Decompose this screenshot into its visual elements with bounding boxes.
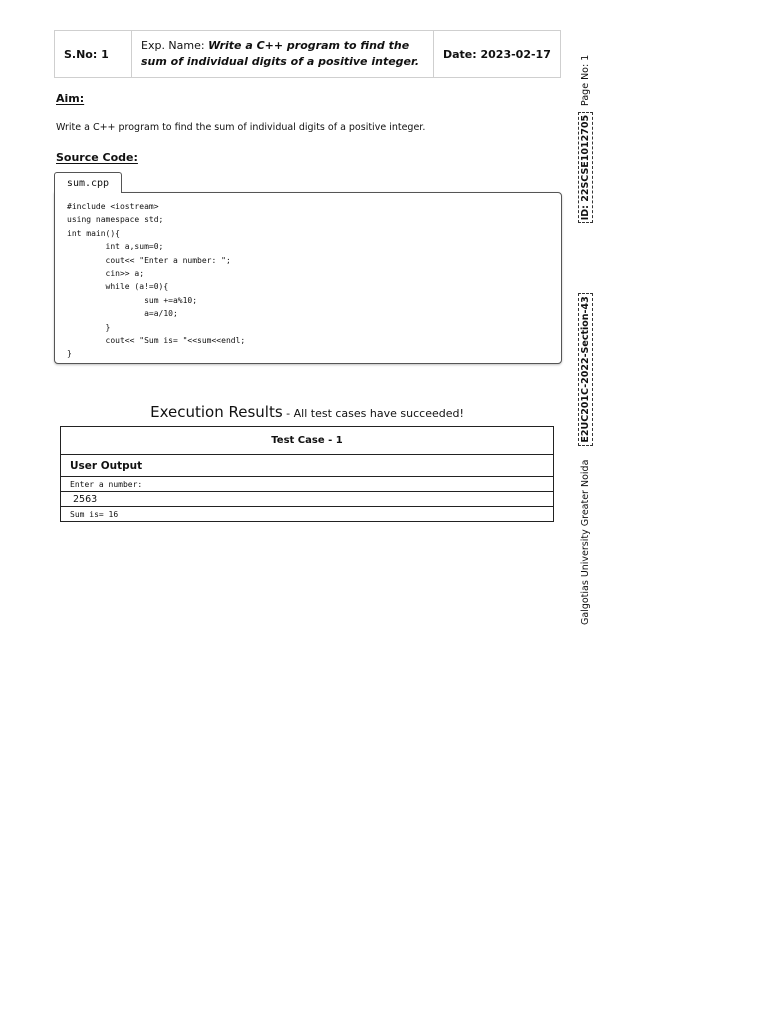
source-code: #include <iostream> using namespace std; int main(){ int a,sum=0; cout<< "Enter a number: "; cin>> a; while (a!=0){ sum +=a%10; a=a/10; } cout<< "Sum is= "<<sum<<endl; } [67,202,246,359]
page-number: Page No: 1 [580,54,591,106]
serial-number: S.No: 1 [55,31,132,78]
user-output-heading: User Output [61,455,554,477]
execution-results-heading: Execution Results [150,403,283,421]
student-id: ID: 22SCSE1012705 [578,112,593,223]
experiment-name-label: Exp. Name: [141,39,209,52]
output-line: Enter a number: [61,477,554,492]
section-code: E2UC201C-2022-Section-43 [578,293,593,445]
experiment-name [132,31,434,78]
code-block [54,192,562,364]
test-case-table [60,426,554,522]
input-line: 2563 [61,492,554,507]
execution-results-title [0,402,614,421]
aim-heading: Aim: [56,92,85,105]
experiment-date: Date: 2023-02-17 [434,31,561,78]
output-line: Sum is= 16 [61,507,554,522]
file-tab[interactable]: sum.cpp [54,172,122,193]
aim-text: Write a C++ program to find the sum of individual digits of a positive integer. [56,122,426,133]
source-code-heading: Source Code: [56,151,138,164]
page-sidebar [578,54,594,625]
test-case-title: Test Case - 1 [61,427,554,455]
institution-name: Galgotias University Greater Noida [580,459,591,625]
experiment-title: Write a C++ program to find the sum of individual digits of a positive integer. [141,39,420,68]
execution-results-status: - All test cases have succeeded! [282,407,464,420]
experiment-header [54,30,561,78]
